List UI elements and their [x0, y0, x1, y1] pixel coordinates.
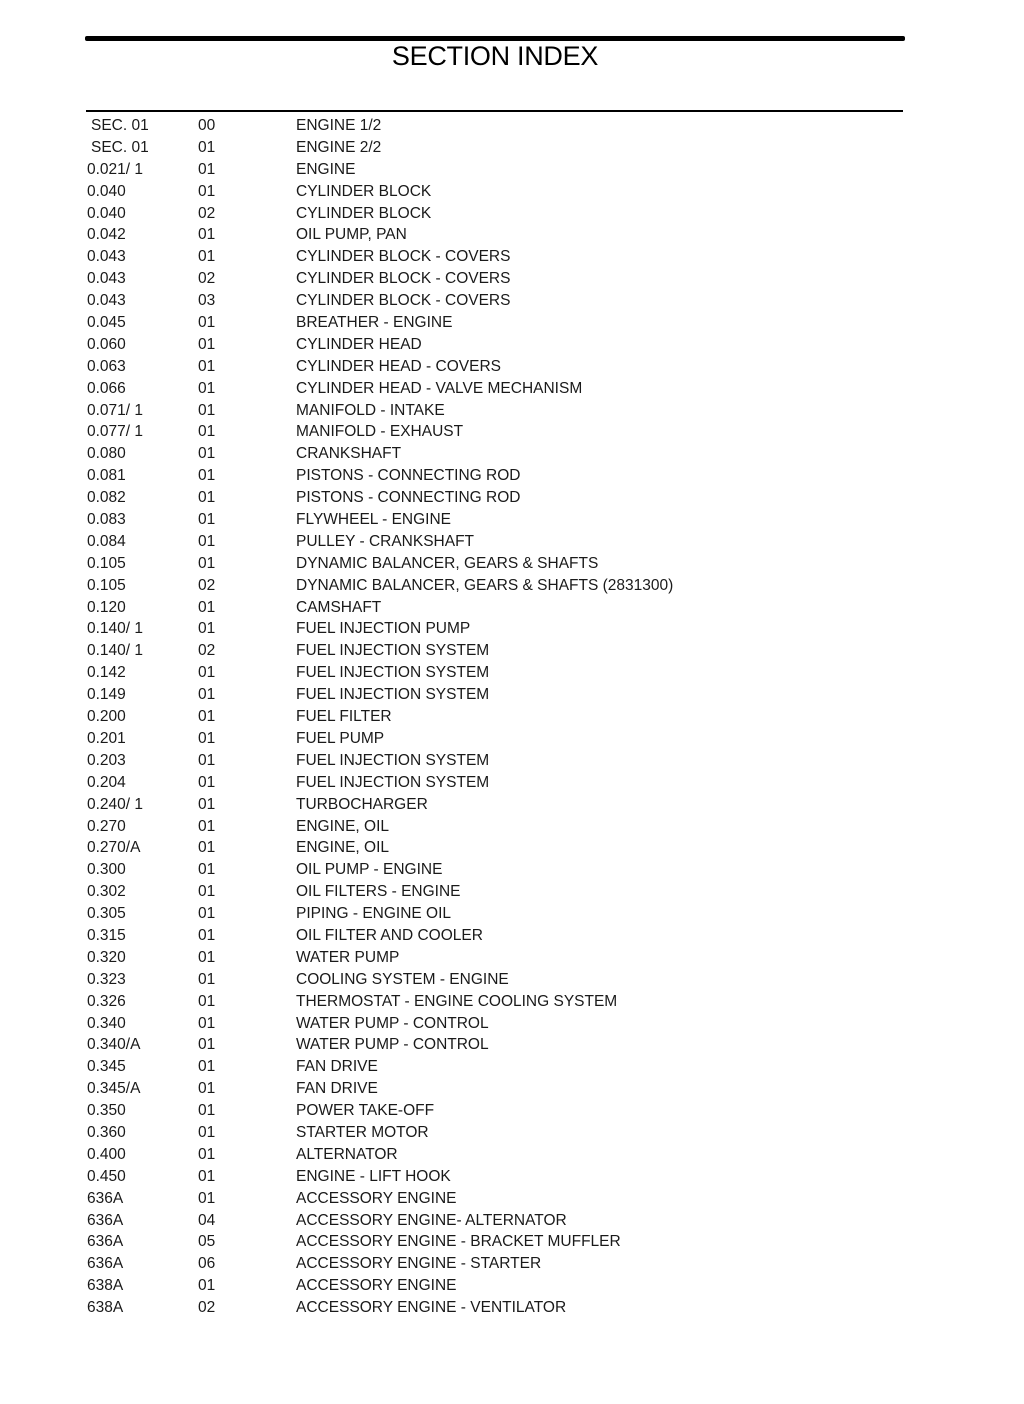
- index-row: [0, 750, 1024, 772]
- index-row: [0, 662, 1024, 684]
- index-row: [0, 1013, 1024, 1035]
- sheet-number: 01: [198, 335, 216, 353]
- section-description: FUEL INJECTION SYSTEM: [296, 773, 490, 791]
- section-description: MANIFOLD - INTAKE: [296, 401, 445, 419]
- section-description: CYLINDER BLOCK - COVERS: [296, 292, 511, 310]
- section-code: 0.080: [87, 445, 126, 463]
- section-code: 0.040: [87, 204, 126, 222]
- sheet-number: 01: [198, 1145, 216, 1163]
- section-code: SEC. 01: [91, 138, 149, 156]
- section-description: WATER PUMP - CONTROL: [296, 1014, 489, 1032]
- index-row: [0, 137, 1024, 159]
- section-code: 0.323: [87, 970, 126, 988]
- index-row: [0, 772, 1024, 794]
- section-description: WATER PUMP: [296, 948, 400, 966]
- sheet-number: 00: [198, 117, 216, 134]
- index-row: [0, 1034, 1024, 1056]
- sheet-number: 01: [198, 357, 216, 375]
- index-row: [0, 1253, 1024, 1275]
- index-row: [0, 1122, 1024, 1144]
- section-description: FUEL FILTER: [296, 708, 392, 726]
- index-row: [0, 1231, 1024, 1253]
- section-description: CAMSHAFT: [296, 598, 382, 616]
- section-description: PISTONS - CONNECTING ROD: [296, 489, 521, 507]
- section-description: FUEL INJECTION SYSTEM: [296, 664, 490, 682]
- index-row: [0, 1275, 1024, 1297]
- section-description: FUEL INJECTION SYSTEM: [296, 686, 490, 704]
- section-code: 0.043: [87, 292, 126, 310]
- section-description: FAN DRIVE: [296, 1058, 378, 1076]
- section-description: CRANKSHAFT: [296, 445, 402, 463]
- section-description: FUEL PUMP: [296, 729, 385, 747]
- section-description: FLYWHEEL - ENGINE: [296, 511, 452, 529]
- index-row: [0, 400, 1024, 422]
- section-code: 0.060: [87, 335, 126, 353]
- sheet-number: 01: [198, 467, 216, 485]
- index-row: [0, 618, 1024, 640]
- index-row: [0, 246, 1024, 268]
- index-row: [0, 597, 1024, 619]
- sheet-number: 01: [198, 1080, 216, 1098]
- section-code: 0.302: [87, 883, 126, 901]
- sheet-number: 04: [198, 1211, 216, 1229]
- sheet-number: 02: [198, 642, 216, 660]
- sheet-number: 01: [198, 423, 216, 441]
- index-row: [0, 531, 1024, 553]
- sheet-number: 01: [198, 1058, 216, 1076]
- index-row: [0, 837, 1024, 859]
- sheet-number: 01: [198, 1277, 216, 1295]
- sheet-number: 01: [198, 773, 216, 791]
- section-code: 0.270/A: [87, 839, 141, 857]
- index-row: [0, 925, 1024, 947]
- section-description: ACCESSORY ENGINE: [296, 1277, 457, 1295]
- section-description: ACCESSORY ENGINE: [296, 1189, 457, 1207]
- sheet-number: 01: [198, 839, 216, 857]
- section-description: CYLINDER BLOCK - COVERS: [296, 270, 511, 288]
- sheet-number: 02: [198, 1299, 216, 1317]
- section-description: ACCESSORY ENGINE - BRACKET MUFFLER: [296, 1233, 621, 1251]
- sheet-number: 01: [198, 664, 216, 682]
- section-description: THERMOSTAT - ENGINE COOLING SYSTEM: [296, 992, 618, 1010]
- index-row: [0, 421, 1024, 443]
- section-code: 0.340: [87, 1014, 126, 1032]
- section-description: ENGINE - LIFT HOOK: [296, 1167, 451, 1185]
- section-code: 636A: [87, 1255, 124, 1273]
- sheet-number: 01: [198, 489, 216, 507]
- sheet-number: 02: [198, 204, 216, 222]
- sheet-number: 01: [198, 926, 216, 944]
- section-code: 0.315: [87, 926, 126, 944]
- index-row: [0, 378, 1024, 400]
- index-row: [0, 334, 1024, 356]
- section-code: 0.300: [87, 861, 126, 879]
- section-code: 0.340/A: [87, 1036, 141, 1054]
- sheet-number: 01: [198, 861, 216, 879]
- index-row: [0, 181, 1024, 203]
- section-code: 636A: [87, 1211, 124, 1229]
- section-code: 0.350: [87, 1102, 126, 1120]
- index-row: [0, 159, 1024, 181]
- section-description: DYNAMIC BALANCER, GEARS & SHAFTS (2831300): [296, 576, 674, 594]
- index-row: [0, 859, 1024, 881]
- page-title: SECTION INDEX: [391, 41, 599, 71]
- section-description: WATER PUMP - CONTROL: [296, 1036, 489, 1054]
- section-code: 0.360: [87, 1123, 126, 1141]
- index-row: [0, 1144, 1024, 1166]
- section-code: 0.120: [87, 598, 126, 616]
- section-description: PIPING - ENGINE OIL: [296, 905, 452, 923]
- section-description: OIL PUMP - ENGINE: [296, 861, 443, 879]
- section-code: 0.045: [87, 314, 126, 332]
- section-description: CYLINDER BLOCK - COVERS: [296, 248, 511, 266]
- section-description: ENGINE 2/2: [296, 138, 382, 156]
- index-row: [0, 1056, 1024, 1078]
- index-row: [0, 487, 1024, 509]
- section-code: 0.105: [87, 554, 126, 572]
- sheet-number: 01: [198, 1102, 216, 1120]
- index-row: [0, 268, 1024, 290]
- section-description: POWER TAKE-OFF: [296, 1102, 435, 1120]
- index-row: [0, 312, 1024, 334]
- section-code: 0.021/ 1: [87, 160, 144, 178]
- index-row: [0, 794, 1024, 816]
- sheet-number: 01: [198, 554, 216, 572]
- section-code: 638A: [87, 1277, 124, 1295]
- section-code: 0.200: [87, 708, 126, 726]
- index-row: [0, 903, 1024, 925]
- section-description: ACCESSORY ENGINE - VENTILATOR: [296, 1299, 567, 1317]
- sheet-number: 01: [198, 992, 216, 1010]
- index-row: [0, 969, 1024, 991]
- section-description: TURBOCHARGER: [296, 795, 428, 813]
- index-row: [0, 640, 1024, 662]
- sheet-number: 01: [198, 445, 216, 463]
- section-description: PISTONS - CONNECTING ROD: [296, 467, 521, 485]
- index-row: [0, 1100, 1024, 1122]
- index-row: [0, 203, 1024, 225]
- section-index-list: [0, 115, 1024, 1319]
- section-description: BREATHER - ENGINE: [296, 314, 453, 332]
- sheet-number: 03: [198, 292, 216, 310]
- sheet-number: 01: [198, 226, 216, 244]
- section-code: 0.042: [87, 226, 126, 244]
- sheet-number: 01: [198, 708, 216, 726]
- section-code: 0.149: [87, 686, 126, 704]
- index-row: [0, 1188, 1024, 1210]
- index-row: [0, 553, 1024, 575]
- index-row: [0, 1166, 1024, 1188]
- index-row: [0, 706, 1024, 728]
- section-code: 0.105: [87, 576, 126, 594]
- section-code: 0.066: [87, 379, 126, 397]
- index-row: [0, 290, 1024, 312]
- sheet-number: 01: [198, 729, 216, 747]
- section-description: ENGINE, OIL: [296, 839, 390, 857]
- section-description: CYLINDER BLOCK: [296, 204, 432, 222]
- index-row: [0, 728, 1024, 750]
- section-code: 636A: [87, 1189, 124, 1207]
- section-description: CYLINDER HEAD - COVERS: [296, 357, 501, 375]
- index-row: [0, 1297, 1024, 1319]
- sheet-number: 01: [198, 1014, 216, 1032]
- sheet-number: 01: [198, 948, 216, 966]
- section-description: ACCESSORY ENGINE - STARTER: [296, 1255, 542, 1273]
- sheet-number: 01: [198, 1036, 216, 1054]
- index-row: [0, 1210, 1024, 1232]
- sheet-number: 01: [198, 401, 216, 419]
- section-code: 0.043: [87, 270, 126, 288]
- section-description: PULLEY - CRANKSHAFT: [296, 532, 475, 550]
- section-code: 0.270: [87, 817, 126, 835]
- section-description: FUEL INJECTION PUMP: [296, 620, 471, 638]
- sheet-number: 01: [198, 1123, 216, 1141]
- sheet-number: 01: [198, 795, 216, 813]
- section-code: 0.345: [87, 1058, 126, 1076]
- index-row: [0, 684, 1024, 706]
- section-description: MANIFOLD - EXHAUST: [296, 423, 464, 441]
- section-code: 0.084: [87, 532, 126, 550]
- section-code: 0.400: [87, 1145, 126, 1163]
- sheet-number: 01: [198, 314, 216, 332]
- sheet-number: 01: [198, 511, 216, 529]
- sheet-number: 01: [198, 138, 216, 156]
- sheet-number: 01: [198, 532, 216, 550]
- index-row: [0, 224, 1024, 246]
- section-code: 0.040: [87, 182, 126, 200]
- section-code: 0.081: [87, 467, 126, 485]
- section-code: 0.345/A: [87, 1080, 141, 1098]
- index-row: [0, 1078, 1024, 1100]
- section-description: FUEL INJECTION SYSTEM: [296, 751, 490, 769]
- sheet-number: 01: [198, 160, 216, 178]
- index-row: [0, 509, 1024, 531]
- section-description: ALTERNATOR: [296, 1145, 398, 1163]
- section-code: 0.320: [87, 948, 126, 966]
- index-row: [0, 115, 1024, 137]
- section-description: ENGINE, OIL: [296, 817, 390, 835]
- section-code: 0.305: [87, 905, 126, 923]
- section-code: 0.063: [87, 357, 126, 375]
- section-description: ENGINE 1/2: [296, 117, 382, 134]
- section-code: 0.082: [87, 489, 126, 507]
- sheet-number: 01: [198, 970, 216, 988]
- section-code: SEC. 01: [91, 117, 149, 134]
- sheet-number: 01: [198, 1167, 216, 1185]
- sheet-number: 01: [198, 817, 216, 835]
- sheet-number: 02: [198, 576, 216, 594]
- section-code: 0.326: [87, 992, 126, 1010]
- header-rule: [86, 110, 903, 112]
- section-description: COOLING SYSTEM - ENGINE: [296, 970, 509, 988]
- section-code: 638A: [87, 1299, 124, 1317]
- section-description: ACCESSORY ENGINE- ALTERNATOR: [296, 1211, 567, 1229]
- sheet-number: 01: [198, 1189, 216, 1207]
- section-code: 0.142: [87, 664, 126, 682]
- sheet-number: 01: [198, 751, 216, 769]
- section-code: 0.140/ 1: [87, 642, 144, 660]
- index-row: [0, 991, 1024, 1013]
- section-code: 636A: [87, 1233, 124, 1251]
- section-description: CYLINDER HEAD - VALVE MECHANISM: [296, 379, 583, 397]
- section-code: 0.201: [87, 729, 126, 747]
- section-code: 0.240/ 1: [87, 795, 144, 813]
- index-row: [0, 356, 1024, 378]
- section-description: OIL FILTER AND COOLER: [296, 926, 483, 944]
- index-row: [0, 881, 1024, 903]
- section-code: 0.077/ 1: [87, 423, 144, 441]
- section-code: 0.043: [87, 248, 126, 266]
- section-code: 0.204: [87, 773, 126, 791]
- section-description: STARTER MOTOR: [296, 1123, 429, 1141]
- sheet-number: 01: [198, 379, 216, 397]
- section-code: 0.140/ 1: [87, 620, 144, 638]
- sheet-number: 02: [198, 270, 216, 288]
- sheet-number: 01: [198, 182, 216, 200]
- sheet-number: 01: [198, 905, 216, 923]
- index-row: [0, 816, 1024, 838]
- section-code: 0.083: [87, 511, 126, 529]
- section-description: FUEL INJECTION SYSTEM: [296, 642, 490, 660]
- section-description: OIL FILTERS - ENGINE: [296, 883, 461, 901]
- sheet-number: 01: [198, 883, 216, 901]
- section-code: 0.450: [87, 1167, 126, 1185]
- sheet-number: 01: [198, 248, 216, 266]
- sheet-number: 01: [198, 598, 216, 616]
- index-row: [0, 465, 1024, 487]
- sheet-number: 05: [198, 1233, 216, 1251]
- index-row: [0, 575, 1024, 597]
- section-code: 0.071/ 1: [87, 401, 144, 419]
- sheet-number: 01: [198, 620, 216, 638]
- sheet-number: 06: [198, 1255, 216, 1273]
- section-description: FAN DRIVE: [296, 1080, 378, 1098]
- section-description: ENGINE: [296, 160, 356, 178]
- index-row: [0, 947, 1024, 969]
- section-description: DYNAMIC BALANCER, GEARS & SHAFTS: [296, 554, 599, 572]
- sheet-number: 01: [198, 686, 216, 704]
- section-code: 0.203: [87, 751, 126, 769]
- section-description: CYLINDER BLOCK: [296, 182, 432, 200]
- section-description: CYLINDER HEAD: [296, 335, 422, 353]
- index-row: [0, 443, 1024, 465]
- section-description: OIL PUMP, PAN: [296, 226, 407, 244]
